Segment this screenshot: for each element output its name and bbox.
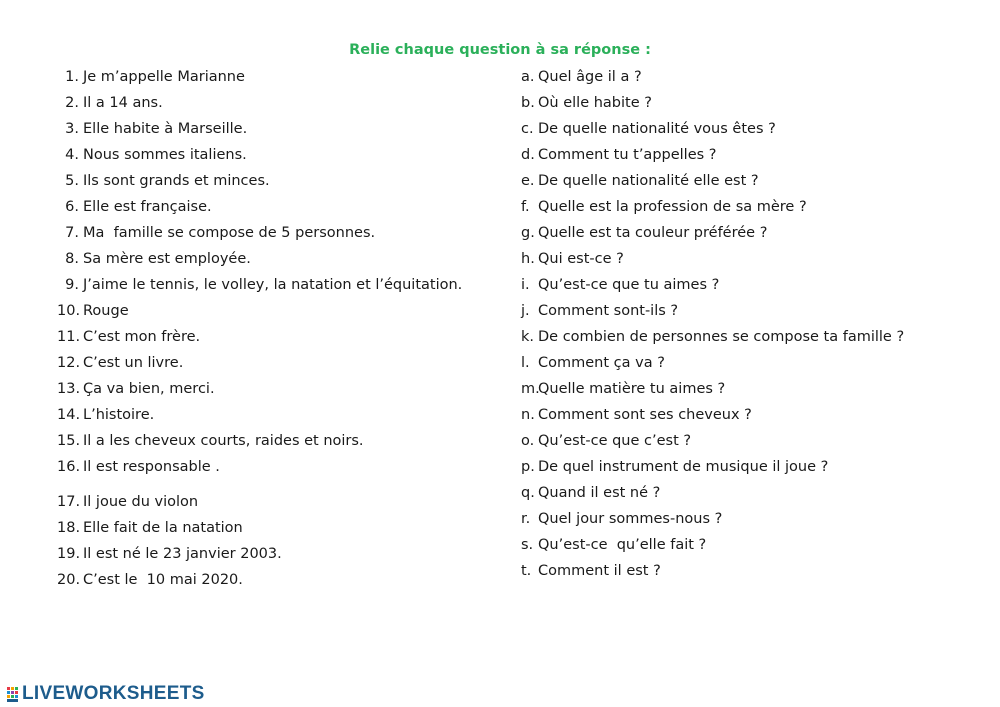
answer-item (57, 328, 200, 346)
liveworksheets-logo-text: LIVEWORKSHEETS (22, 683, 205, 704)
answer-text: C’est un livre. (83, 355, 184, 371)
question-text: Quand il est né ? (538, 485, 661, 501)
answer-text: C’est mon frère. (83, 329, 201, 345)
worksheet-title: Relie chaque question à sa réponse : (349, 42, 651, 58)
answer-item (57, 545, 282, 563)
answer-marker: 19. (57, 546, 81, 562)
answer-marker: 18. (57, 520, 81, 536)
answer-item (57, 276, 462, 294)
question-marker: b. (521, 95, 535, 111)
answer-marker: 4. (65, 147, 79, 163)
question-item (521, 562, 661, 580)
answer-text: Ils sont grands et minces. (83, 173, 270, 189)
question-item (521, 68, 642, 86)
question-text: Qu’est-ce que c’est ? (538, 433, 692, 449)
answer-marker: 20. (57, 572, 81, 588)
question-item (521, 354, 665, 372)
answer-marker: 6. (65, 199, 79, 215)
answer-text: L’histoire. (83, 407, 155, 423)
question-item (521, 432, 691, 450)
answer-item (57, 406, 154, 424)
answer-item (57, 198, 212, 216)
question-item (521, 510, 722, 528)
answer-item (57, 571, 243, 589)
question-item (521, 146, 716, 164)
question-item (521, 484, 660, 502)
answer-text: Ma famille se compose de 5 personnes. (83, 225, 376, 241)
answer-text: Il a 14 ans. (83, 95, 163, 111)
question-text: Comment tu t’appelles ? (538, 147, 717, 163)
question-marker: p. (521, 459, 535, 475)
question-marker: i. (521, 277, 530, 293)
question-item (521, 224, 767, 242)
answer-marker: 16. (57, 459, 81, 475)
question-marker: r. (521, 511, 531, 527)
liveworksheets-logo-icon (6, 685, 20, 703)
question-text: Comment sont-ils ? (538, 303, 679, 319)
question-marker: m. (521, 381, 540, 397)
question-text: Qu’est-ce qu’elle fait ? (538, 537, 707, 553)
question-item (521, 198, 807, 216)
answer-marker: 11. (57, 329, 81, 345)
answer-item (57, 432, 364, 450)
question-marker: d. (521, 147, 535, 163)
question-text: Qui est-ce ? (538, 251, 624, 267)
question-text: Comment il est ? (538, 563, 661, 579)
answer-marker: 12. (57, 355, 81, 371)
answer-marker: 13. (57, 381, 81, 397)
answer-text: Il joue du violon (83, 494, 199, 510)
liveworksheets-logo[interactable] (6, 683, 205, 705)
answer-text: Rouge (83, 303, 129, 319)
question-marker: n. (521, 407, 535, 423)
question-item (521, 276, 719, 294)
question-text: Comment sont ses cheveux ? (538, 407, 752, 423)
question-marker: c. (521, 121, 534, 137)
question-marker: q. (521, 485, 535, 501)
question-text: Quelle est ta couleur préférée ? (538, 225, 768, 241)
answer-text: Il a les cheveux courts, raides et noirs. (83, 433, 364, 449)
question-text: Comment ça va ? (538, 355, 665, 371)
question-marker: k. (521, 329, 535, 345)
answer-text: Elle est française. (83, 199, 212, 215)
answer-item (57, 493, 198, 511)
question-item (521, 380, 725, 398)
question-item (521, 406, 752, 424)
answer-marker: 7. (65, 225, 79, 241)
answer-marker: 8. (65, 251, 79, 267)
answer-marker: 10. (57, 303, 81, 319)
question-item (521, 120, 776, 138)
question-text: Quel âge il a ? (538, 69, 642, 85)
question-item (521, 458, 828, 476)
answer-item (57, 354, 183, 372)
answer-item (57, 224, 375, 242)
answer-item (57, 250, 251, 268)
answer-text: Sa mère est employée. (83, 251, 251, 267)
answer-text: J’aime le tennis, le volley, la natation et l’équitation. (83, 277, 463, 293)
question-item (521, 172, 759, 190)
question-text: Quelle est la profession de sa mère ? (538, 199, 807, 215)
question-text: De combien de personnes se compose ta famille ? (538, 329, 905, 345)
answer-item (57, 120, 247, 138)
question-item (521, 328, 904, 346)
question-marker: a. (521, 69, 535, 85)
answer-text: Je m’appelle Marianne (83, 69, 245, 85)
question-marker: o. (521, 433, 535, 449)
question-marker: j. (521, 303, 530, 319)
question-text: Quel jour sommes-nous ? (538, 511, 723, 527)
question-marker: g. (521, 225, 535, 241)
answer-marker: 17. (57, 494, 81, 510)
answer-text: Nous sommes italiens. (83, 147, 247, 163)
question-item (521, 536, 706, 554)
answer-item (57, 458, 220, 476)
question-item (521, 250, 624, 268)
answer-marker: 14. (57, 407, 81, 423)
answer-item (57, 519, 243, 537)
question-item (521, 94, 652, 112)
answer-marker: 2. (65, 95, 79, 111)
question-item (521, 302, 678, 320)
question-marker: f. (521, 199, 530, 215)
answer-item (57, 94, 163, 112)
question-text: Qu’est-ce que tu aimes ? (538, 277, 720, 293)
answer-text: Elle habite à Marseille. (83, 121, 248, 137)
question-marker: e. (521, 173, 535, 189)
answer-text: Il est né le 23 janvier 2003. (83, 546, 282, 562)
answer-item (57, 146, 247, 164)
question-text: De quelle nationalité elle est ? (538, 173, 759, 189)
answer-text: Elle fait de la natation (83, 520, 243, 536)
question-marker: l. (521, 355, 530, 371)
question-text: Quelle matière tu aimes ? (538, 381, 726, 397)
question-marker: h. (521, 251, 535, 267)
answer-marker: 15. (57, 433, 81, 449)
answer-marker: 9. (65, 277, 79, 293)
answer-text: Il est responsable . (83, 459, 220, 475)
question-text: De quelle nationalité vous êtes ? (538, 121, 776, 137)
answer-text: Ça va bien, merci. (83, 381, 215, 397)
answer-marker: 1. (65, 69, 79, 85)
answer-item (57, 380, 215, 398)
answer-item (57, 302, 129, 320)
answer-marker: 3. (65, 121, 79, 137)
answer-item (57, 172, 270, 190)
answer-marker: 5. (65, 173, 79, 189)
question-text: De quel instrument de musique il joue ? (538, 459, 829, 475)
question-text: Où elle habite ? (538, 95, 652, 111)
answer-item (57, 68, 245, 86)
question-marker: t. (521, 563, 532, 579)
answer-text: C’est le 10 mai 2020. (83, 572, 243, 588)
question-marker: s. (521, 537, 534, 553)
